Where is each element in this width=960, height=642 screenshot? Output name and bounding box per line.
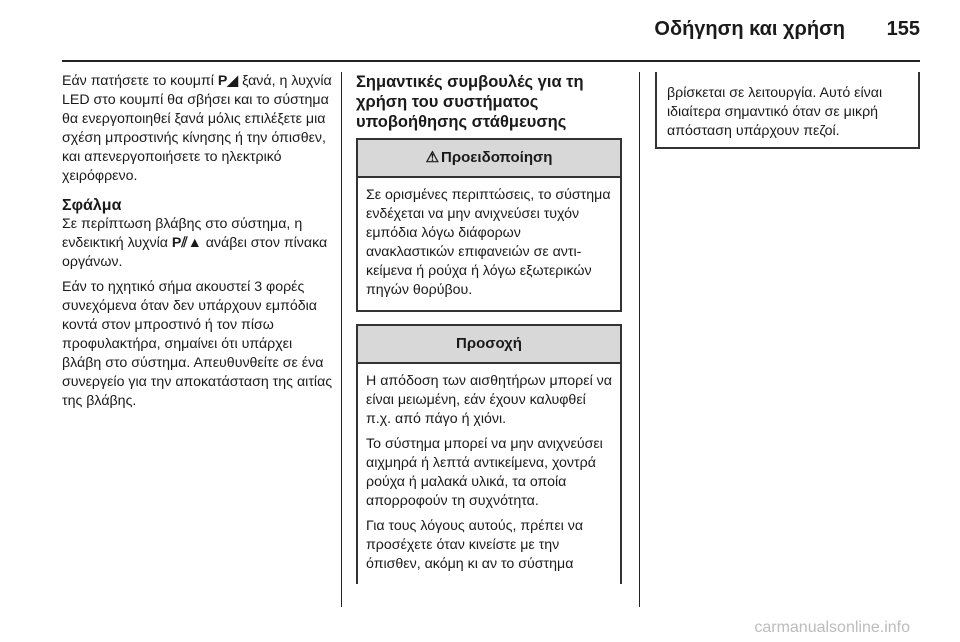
warning-text: Σε ορισμένες περιπτώσεις, το σύστημα ενδέχεται να μην ανιχνεύσει τυχόν εμπόδια λόγω διάφορων ανακλαστικών επιφανειών σε αντικείμενα ή ρούχα ή λόγω εξωτερικών πηγών θορύβου.	[366, 187, 611, 298]
warning-box-header	[358, 140, 620, 178]
caution-paragraph: Για τους λόγους αυτούς, πρέπει να προσέχετε όταν κινείστε με την όπισθεν, ακόμη κι αν το σύστημα	[366, 518, 584, 572]
warning-triangle-icon: ⚠	[425, 149, 440, 166]
watermark: carmanualsonline.info	[754, 619, 910, 636]
intro-paragraph: Εάν πατήσετε το κουμπί P◢ ξανά, η λυχνία LED στο κουμπί θα σβήσει και το σύστημα θα ενεργοποιηθεί ξανά μόλις επιλέξετε μια σχέση μπροστινής κίνησης ή την όπισθεν, και απενεργοποιήσετε το ηλεκτρικό χειρόφρενο.	[62, 73, 332, 184]
caution-title: Προσοχή	[456, 335, 522, 352]
column-divider	[639, 72, 640, 607]
page-number: 155	[886, 18, 920, 40]
section-title: Οδήγηση και χρήση	[654, 18, 845, 40]
error-paragraph-2: Εάν το ηχητικό σήμα ακουστεί 3 φορές συνεχόμενα όταν δεν υπάρχουν εμπόδια κοντά στον μπροστινό ή τον πίσω προφυλακτήρα, σημαίνει ότι υπάρχει βλάβη στο σύστημα. Απευθυνθείτε σε ένα συνεργείο για την αποκατάσταση της αιτίας της βλάβης.	[62, 279, 333, 409]
error-heading: Σφάλμα	[62, 197, 122, 214]
caution-box-continued	[655, 72, 920, 149]
park-assist-button-icon: P◢	[217, 73, 239, 89]
warning-box	[356, 138, 622, 312]
column-1	[62, 72, 334, 417]
warning-title: Προειδοποίηση	[441, 149, 553, 166]
park-assist-fault-icon: P⫽▲	[171, 235, 202, 251]
column-2	[356, 72, 622, 596]
caution-continued-text: βρίσκεται σε λειτουργία. Αυτό είναι ιδιαίτερα σημαντικό όταν σε μικρή απόσταση υπάρχουν πεζοί.	[667, 85, 883, 139]
caution-paragraph: Η απόδοση των αισθητήρων μπορεί να είναι μειωμένη, εάν έχουν καλυφθεί π.χ. από πάγο ή χιόνι.	[366, 373, 612, 427]
error-paragraph-1: Σε περίπτωση βλάβης στο σύστημα, η ενδεικτική λυχνία P⫽▲ ανάβει στον πίνακα οργάνων.	[62, 216, 328, 270]
header-divider	[62, 60, 920, 62]
caution-box-header	[358, 326, 620, 364]
column-divider	[341, 72, 342, 607]
caution-paragraph: Το σύστημα μπορεί να μην ανιχνεύσει αιχμηρά ή λεπτά αντικείμενα, χοντρά ρούχα ή μαλακά υλικά, τα οποία απορροφούν τη συχνότητα.	[366, 436, 603, 509]
page-header	[0, 0, 960, 60]
column-3	[655, 72, 920, 161]
tips-heading: Σημαντικές συμβουλές για τη χρήση του συστήματος υποβοήθησης στάθμευσης	[356, 73, 584, 131]
caution-box	[356, 324, 622, 584]
